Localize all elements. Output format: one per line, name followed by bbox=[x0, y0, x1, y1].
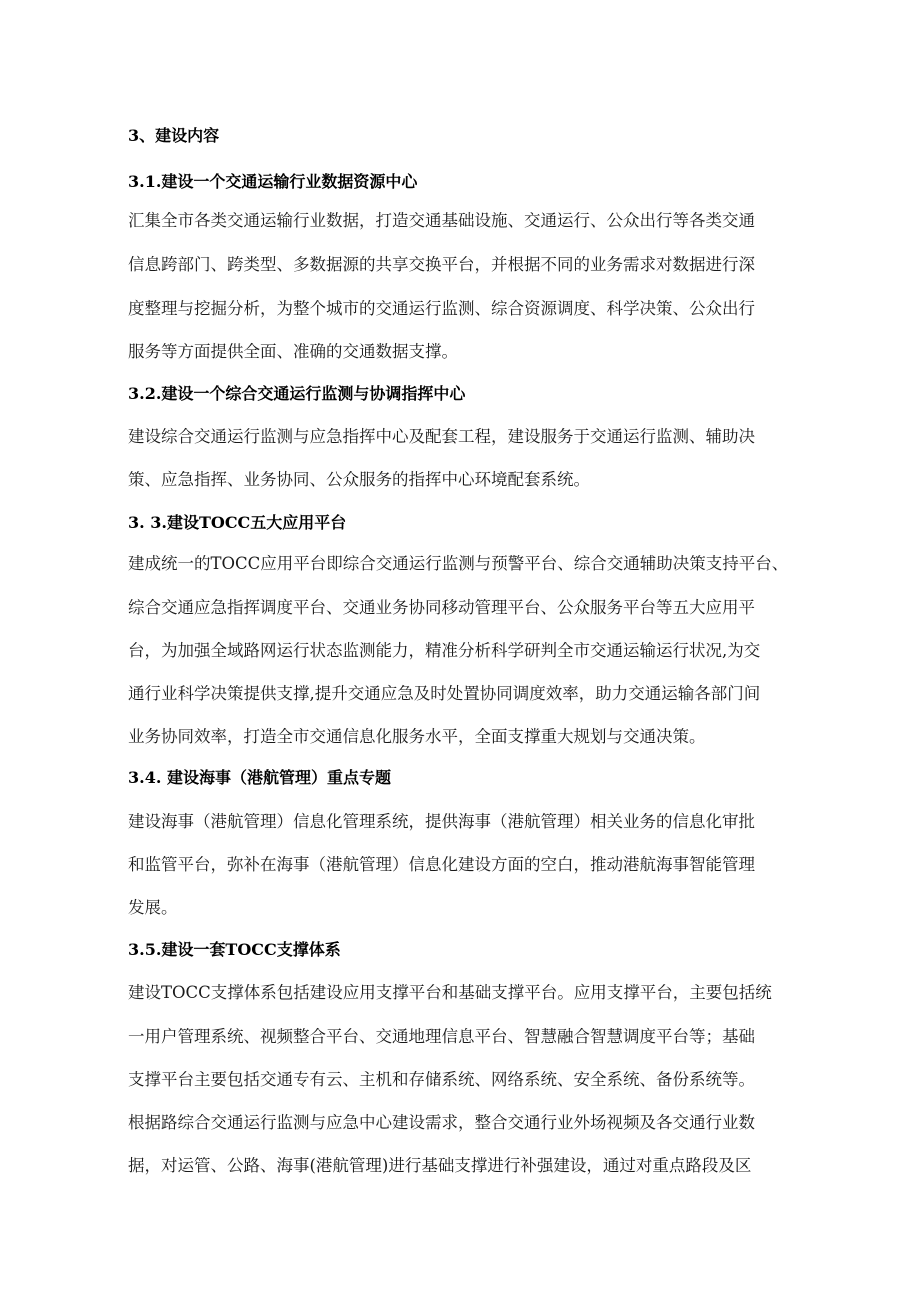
paragraph-line: 发展。 bbox=[128, 898, 178, 917]
subsection-heading-3-4: 3.4. 建设海事（港航管理）重点专题 bbox=[128, 768, 391, 787]
section-title: 3、建设内容 bbox=[128, 126, 220, 145]
paragraph-line: 业务协同效率，打造全市交通信息化服务水平，全面支撑重大规划与交通决策。 bbox=[128, 727, 706, 746]
subsection-heading-3-3: 3. 3.建设TOCC五大应用平台 bbox=[128, 513, 347, 532]
paragraph-line: 建设TOCC支撑体系包括建设应用支撑平台和基础支撑平台。应用支撑平台，主要包括统 bbox=[128, 983, 772, 1002]
subsection-heading-3-2: 3.2.建设一个综合交通运行监测与协调指挥中心 bbox=[128, 384, 466, 403]
paragraph-line: 根据路综合交通运行监测与应急中心建设需求，整合交通行业外场视频及各交通行业数 bbox=[128, 1113, 755, 1132]
paragraph-line: 建设综合交通运行监测与应急指挥中心及配套工程，建设服务于交通运行监测、辅助决 bbox=[128, 427, 755, 446]
paragraph-line: 策、应急指挥、业务协同、公众服务的指挥中心环境配套系统。 bbox=[128, 470, 590, 489]
paragraph-line: 信息跨部门、跨类型、多数据源的共享交换平台，并根据不同的业务需求对数据进行深 bbox=[128, 255, 755, 274]
paragraph-line: 支撑平台主要包括交通专有云、主机和存储系统、网络系统、安全系统、备份系统等。 bbox=[128, 1070, 755, 1089]
paragraph-line: 综合交通应急指挥调度平台、交通业务协同移动管理平台、公众服务平台等五大应用平 bbox=[128, 598, 755, 617]
paragraph-line: 通行业科学决策提供支撑,提升交通应急及时处置协同调度效率，助力交通运输各部门间 bbox=[128, 684, 761, 703]
paragraph-line: 一用户管理系统、视频整合平台、交通地理信息平台、智慧融合智慧调度平台等；基础 bbox=[128, 1027, 755, 1046]
paragraph-line: 台，为加强全域路网运行状态监测能力，精准分析科学研判全市交通运输运行状况,为交 bbox=[128, 641, 761, 660]
paragraph-line: 和监管平台，弥补在海事（港航管理）信息化建设方面的空白，推动港航海事智能管理 bbox=[128, 855, 755, 874]
paragraph-line: 建成统一的TOCC应用平台即综合交通运行监测与预警平台、综合交通辅助决策支持平台、 bbox=[128, 554, 789, 573]
subsection-heading-3-1: 3.1.建设一个交通运输行业数据资源中心 bbox=[128, 172, 418, 191]
paragraph-line: 建设海事（港航管理）信息化管理系统，提供海事（港航管理）相关业务的信息化审批 bbox=[128, 812, 755, 831]
paragraph-line: 服务等方面提供全面、准确的交通数据支撑。 bbox=[128, 342, 458, 361]
paragraph-line: 汇集全市各类交通运输行业数据，打造交通基础设施、交通运行、公众出行等各类交通 bbox=[128, 211, 755, 230]
subsection-heading-3-5: 3.5.建设一套TOCC支撑体系 bbox=[128, 940, 341, 959]
paragraph-line: 据，对运管、公路、海事(港航管理)进行基础支撑进行补强建设，通过对重点路段及区 bbox=[128, 1156, 752, 1175]
paragraph-line: 度整理与挖掘分析，为整个城市的交通运行监测、综合资源调度、科学决策、公众出行 bbox=[128, 299, 755, 318]
